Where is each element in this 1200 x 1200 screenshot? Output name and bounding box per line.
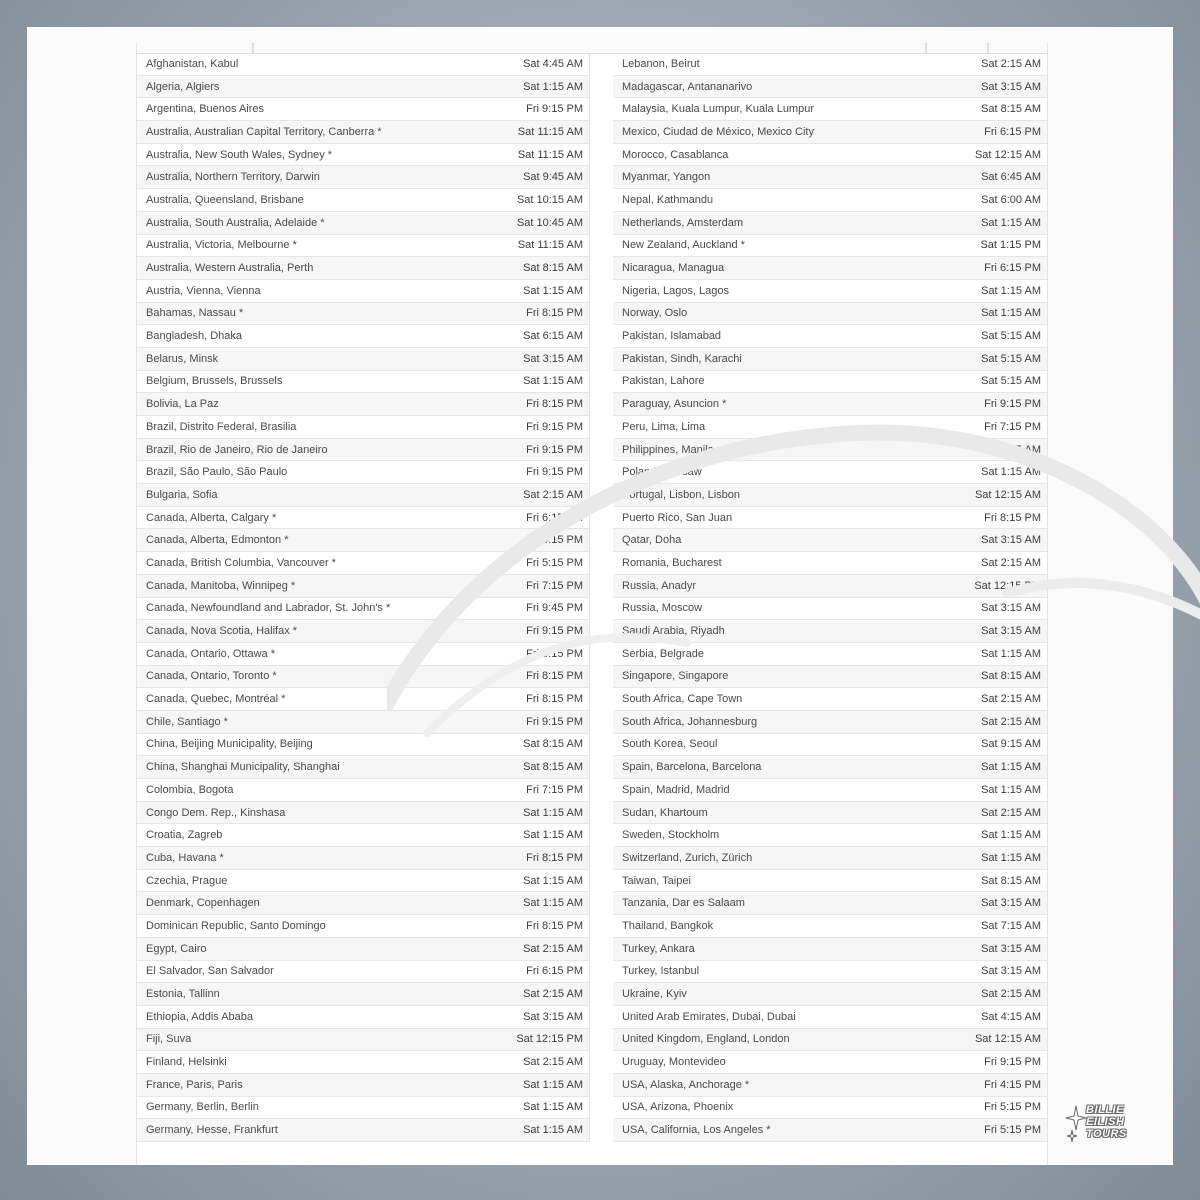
local-time: Sat 8:15 AM <box>523 262 583 275</box>
table-row <box>613 779 1047 802</box>
place-name: Lebanon, Beirut <box>622 57 700 70</box>
logo-line: BILLIE <box>1086 1104 1124 1116</box>
local-time: Sat 11:15 AM <box>517 148 583 161</box>
place-name: Spain, Madrid, Madrid <box>622 783 730 796</box>
table-row <box>137 983 589 1006</box>
table-row <box>137 552 589 575</box>
local-time: Sat 3:15 AM <box>981 602 1041 615</box>
table-row <box>137 756 589 779</box>
place-name: Dominican Republic, Santo Domingo <box>146 919 326 932</box>
local-time: Sat 1:15 AM <box>523 375 583 388</box>
local-time: Fri 6:15 PM <box>526 965 583 978</box>
place-name: Finland, Helsinki <box>146 1056 227 1069</box>
place-name: Argentina, Buenos Aires <box>146 103 265 116</box>
table-row <box>137 1097 589 1120</box>
table-row <box>613 98 1047 121</box>
local-time: Sat 3:15 AM <box>981 965 1041 978</box>
place-name: Canada, British Columbia, Vancouver * <box>146 556 336 569</box>
place-name: Netherlands, Amsterdam <box>622 216 744 229</box>
place-name: Canada, Newfoundland and Labrador, St. John's * <box>146 602 391 615</box>
place-name: Russia, Moscow <box>622 602 703 615</box>
table-row <box>613 688 1047 711</box>
local-time: Sat 4:45 AM <box>523 57 583 70</box>
table-row <box>613 870 1047 893</box>
local-time: Sat 12:15 AM <box>974 1033 1041 1046</box>
right-column <box>613 53 1047 1142</box>
local-time: Fri 9:15 PM <box>984 398 1041 411</box>
local-time: Sat 1:15 PM <box>980 239 1041 252</box>
table-row <box>137 802 589 825</box>
table-row <box>613 734 1047 757</box>
place-name: Ethiopia, Addis Ababa <box>146 1010 254 1023</box>
table-row <box>137 235 589 258</box>
document-card <box>27 27 1173 1165</box>
place-name: Colombia, Bogota <box>146 783 234 796</box>
table-row <box>613 575 1047 598</box>
table-row <box>613 439 1047 462</box>
place-name: Congo Dem. Rep., Kinshasa <box>146 806 286 819</box>
table-row <box>613 529 1047 552</box>
table-row <box>137 711 589 734</box>
place-name: USA, California, Los Angeles * <box>622 1124 771 1137</box>
table-row <box>137 598 589 621</box>
place-name: Chile, Santiago * <box>146 715 228 728</box>
table-row <box>137 734 589 757</box>
local-time: Sat 3:15 AM <box>523 1010 583 1023</box>
place-name: South Africa, Johannesburg <box>622 715 758 728</box>
local-time: Fri 7:15 PM <box>526 783 583 796</box>
place-name: Tanzania, Dar es Salaam <box>622 897 745 910</box>
place-name: Brazil, Rio de Janeiro, Rio de Janeiro <box>146 443 328 456</box>
local-time: Sat 2:15 AM <box>523 488 583 501</box>
local-time: Sat 2:15 AM <box>523 988 583 1001</box>
table-row <box>137 325 589 348</box>
place-name: Canada, Manitoba, Winnipeg * <box>146 579 296 592</box>
local-time: Fri 9:15 PM <box>526 443 583 456</box>
place-name: Sweden, Stockholm <box>622 829 720 842</box>
local-time: Sat 1:15 AM <box>523 806 583 819</box>
logo-line: TOURS <box>1086 1128 1127 1140</box>
place-name: Madagascar, Antananarivo <box>622 80 753 93</box>
table-row <box>137 961 589 984</box>
table-row <box>613 189 1047 212</box>
place-name: Spain, Barcelona, Barcelona <box>622 761 762 774</box>
place-name: Puerto Rico, San Juan <box>622 511 733 524</box>
place-name: Australia, Victoria, Melbourne * <box>146 239 297 252</box>
table-row <box>613 1097 1047 1120</box>
table-row <box>137 620 589 643</box>
local-time: Sat 1:15 AM <box>523 874 583 887</box>
local-time: Sat 1:15 AM <box>523 1124 583 1137</box>
table-row <box>137 824 589 847</box>
local-time: Fri 8:15 PM <box>984 511 1041 524</box>
local-time: Fri 7:15 PM <box>984 420 1041 433</box>
place-name: Uruguay, Montevideo <box>622 1056 726 1069</box>
table-row <box>613 938 1047 961</box>
local-time: Sat 2:15 AM <box>523 1056 583 1069</box>
table-row <box>137 53 589 76</box>
place-name: Myanmar, Yangon <box>622 171 711 184</box>
table-row <box>613 1074 1047 1097</box>
place-name: Germany, Hesse, Frankfurt <box>146 1124 278 1137</box>
local-time: Sat 1:15 AM <box>523 829 583 842</box>
local-time: Sat 2:15 AM <box>981 57 1041 70</box>
place-name: Croatia, Zagreb <box>146 829 223 842</box>
table-row <box>613 53 1047 76</box>
local-time: Sat 1:15 AM <box>523 1078 583 1091</box>
local-time: Sat 1:15 AM <box>523 284 583 297</box>
place-name: Cuba, Havana * <box>146 851 224 864</box>
place-name: USA, Arizona, Phoenix <box>622 1101 734 1114</box>
table-row <box>137 529 589 552</box>
table-row <box>613 144 1047 167</box>
local-time: Sat 9:45 AM <box>523 171 583 184</box>
table-row <box>613 348 1047 371</box>
table-row <box>137 938 589 961</box>
table-row <box>137 915 589 938</box>
local-time: Sat 9:15 AM <box>981 738 1041 751</box>
local-time: Fri 5:15 PM <box>984 1101 1041 1114</box>
place-name: Pakistan, Islamabad <box>622 330 722 343</box>
local-time: Sat 6:45 AM <box>981 171 1041 184</box>
table-row <box>137 371 589 394</box>
local-time: Sat 2:15 AM <box>981 988 1041 1001</box>
table-row <box>137 1074 589 1097</box>
place-name: Egypt, Cairo <box>146 942 207 955</box>
place-name: Canada, Ontario, Ottawa * <box>146 647 276 660</box>
table-row <box>613 303 1047 326</box>
place-name: Saudi Arabia, Riyadh <box>622 625 725 638</box>
local-time: Sat 6:15 AM <box>523 330 583 343</box>
table-row <box>137 666 589 689</box>
timezone-table <box>136 43 1048 1165</box>
place-name: Ukraine, Kyiv <box>622 988 687 1001</box>
table-row <box>613 461 1047 484</box>
local-time: Sat 8:15 AM <box>523 738 583 751</box>
local-time: Sat 6:00 AM <box>981 193 1041 206</box>
table-row <box>137 779 589 802</box>
local-time: Fri 6:15 PM <box>984 262 1041 275</box>
place-name: Poland, Warsaw <box>622 466 702 479</box>
sparkle-icon <box>1064 1104 1088 1144</box>
place-name: Nigeria, Lagos, Lagos <box>622 284 730 297</box>
table-row <box>613 416 1047 439</box>
table-row <box>613 847 1047 870</box>
local-time: Sat 2:15 AM <box>981 556 1041 569</box>
local-time: Sat 2:15 AM <box>981 693 1041 706</box>
local-time: Fri 8:15 PM <box>526 851 583 864</box>
table-row <box>613 620 1047 643</box>
local-time: Fri 4:15 PM <box>984 1078 1041 1091</box>
local-time: Fri 8:15 PM <box>526 307 583 320</box>
table-row <box>613 166 1047 189</box>
place-name: Brazil, São Paulo, São Paulo <box>146 466 288 479</box>
table-row <box>137 98 589 121</box>
local-time: Fri 5:15 PM <box>526 556 583 569</box>
local-time: Sat 1:15 AM <box>981 783 1041 796</box>
local-time: Sat 1:15 AM <box>981 829 1041 842</box>
local-time: Sat 12:15 PM <box>974 579 1041 592</box>
place-name: Norway, Oslo <box>622 307 688 320</box>
place-name: Australia, Western Australia, Perth <box>146 262 314 275</box>
place-name: Taiwan, Taipei <box>622 874 691 887</box>
place-name: South Korea, Seoul <box>622 738 718 751</box>
local-time: Sat 2:15 AM <box>981 715 1041 728</box>
local-time: Fri 8:15 PM <box>526 398 583 411</box>
local-time: Fri 8:15 PM <box>526 670 583 683</box>
table-row <box>613 711 1047 734</box>
local-time: Fri 9:15 PM <box>526 420 583 433</box>
table-row <box>613 915 1047 938</box>
place-name: United Kingdom, England, London <box>622 1033 790 1046</box>
place-name: Russia, Anadyr <box>622 579 696 592</box>
table-row <box>137 1029 589 1052</box>
place-name: Canada, Alberta, Edmonton * <box>146 534 289 547</box>
place-name: New Zealand, Auckland * <box>622 239 745 252</box>
place-name: Qatar, Doha <box>622 534 682 547</box>
place-name: China, Beijing Municipality, Beijing <box>146 738 313 751</box>
local-time: Sat 5:15 AM <box>981 330 1041 343</box>
local-time: Sat 8:15 AM <box>981 103 1041 116</box>
place-name: Peru, Lima, Lima <box>622 420 706 433</box>
table-row <box>613 983 1047 1006</box>
table-row <box>613 257 1047 280</box>
place-name: Pakistan, Lahore <box>622 375 705 388</box>
place-name: Austria, Vienna, Vienna <box>146 284 261 297</box>
place-name: Australia, New South Wales, Sydney * <box>146 148 333 161</box>
place-name: France, Paris, Paris <box>146 1078 243 1091</box>
place-name: Australia, South Australia, Adelaide * <box>146 216 325 229</box>
table-row <box>613 643 1047 666</box>
local-time: Fri 9:15 PM <box>526 466 583 479</box>
local-time: Fri 7:15 PM <box>526 579 583 592</box>
table-row <box>137 121 589 144</box>
table-row <box>613 393 1047 416</box>
local-time: Sat 3:15 AM <box>981 942 1041 955</box>
place-name: Australia, Northern Territory, Darwin <box>146 171 320 184</box>
table-row <box>613 235 1047 258</box>
local-time: Sat 5:15 AM <box>981 375 1041 388</box>
local-time: Fri 8:15 PM <box>526 647 583 660</box>
place-name: Turkey, Istanbul <box>622 965 700 978</box>
table-row <box>613 280 1047 303</box>
table-row <box>613 756 1047 779</box>
place-name: Bulgaria, Sofia <box>146 488 218 501</box>
place-name: Czechia, Prague <box>146 874 228 887</box>
local-time: Sat 10:15 AM <box>516 193 583 206</box>
table-row <box>137 280 589 303</box>
table-row <box>613 507 1047 530</box>
place-name: United Arab Emirates, Dubai, Dubai <box>622 1010 796 1023</box>
place-name: Bolivia, La Paz <box>146 398 219 411</box>
place-name: Germany, Berlin, Berlin <box>146 1101 259 1114</box>
local-time: Sat 1:15 AM <box>981 466 1041 479</box>
brand-logo <box>1062 1100 1154 1148</box>
table-row <box>613 325 1047 348</box>
place-name: China, Shanghai Municipality, Shanghai <box>146 761 340 774</box>
local-time: Fri 9:15 PM <box>984 1056 1041 1069</box>
place-name: Brazil, Distrito Federal, Brasilia <box>146 420 297 433</box>
local-time: Fri 9:15 PM <box>526 103 583 116</box>
local-time: Sat 1:15 AM <box>981 284 1041 297</box>
table-row <box>137 1006 589 1029</box>
table-row <box>137 212 589 235</box>
local-time: Fri 5:15 PM <box>984 1124 1041 1137</box>
table-row <box>137 257 589 280</box>
place-name: Portugal, Lisbon, Lisbon <box>622 488 741 501</box>
local-time: Fri 9:45 PM <box>526 602 583 615</box>
place-name: Australia, Australian Capital Territory, Canberra * <box>146 125 382 138</box>
local-time: Sat 2:15 AM <box>981 806 1041 819</box>
place-name: Morocco, Casablanca <box>622 148 729 161</box>
place-name: Paraguay, Asuncion * <box>622 398 727 411</box>
place-name: Thailand, Bangkok <box>622 919 714 932</box>
local-time: Sat 1:15 AM <box>981 647 1041 660</box>
local-time: Sat 5:15 AM <box>981 352 1041 365</box>
local-time: Sat 3:15 AM <box>981 534 1041 547</box>
place-name: Afghanistan, Kabul <box>146 57 239 70</box>
table-row <box>613 1119 1047 1142</box>
local-time: Sat 12:15 PM <box>516 1033 583 1046</box>
table-row <box>613 824 1047 847</box>
place-name: Belarus, Minsk <box>146 352 219 365</box>
place-name: USA, Alaska, Anchorage * <box>622 1078 750 1091</box>
place-name: Serbia, Belgrade <box>622 647 704 660</box>
place-name: El Salvador, San Salvador <box>146 965 274 978</box>
table-row <box>613 961 1047 984</box>
local-time: Sat 7:15 AM <box>981 919 1041 932</box>
place-name: Romania, Bucharest <box>622 556 722 569</box>
table-row <box>137 76 589 99</box>
place-name: Switzerland, Zurich, Zürich <box>622 851 753 864</box>
place-name: Bangladesh, Dhaka <box>146 330 243 343</box>
table-row <box>137 892 589 915</box>
local-time: Sat 12:15 AM <box>974 148 1041 161</box>
table-row <box>137 439 589 462</box>
table-row <box>137 688 589 711</box>
local-time: Sat 8:15 AM <box>981 443 1041 456</box>
local-time: Sat 1:15 AM <box>981 761 1041 774</box>
table-row <box>613 1029 1047 1052</box>
local-time: Sat 4:15 AM <box>981 1010 1041 1023</box>
place-name: Australia, Queensland, Brisbane <box>146 193 304 206</box>
table-row <box>613 1006 1047 1029</box>
local-time: Sat 11:15 AM <box>517 125 583 138</box>
place-name: Sudan, Khartoum <box>622 806 708 819</box>
table-row <box>137 189 589 212</box>
table-row <box>613 598 1047 621</box>
table-row <box>613 802 1047 825</box>
place-name: Pakistan, Sindh, Karachi <box>622 352 742 365</box>
table-row <box>137 643 589 666</box>
table-row <box>137 484 589 507</box>
place-name: Nepal, Kathmandu <box>622 193 714 206</box>
local-time: Sat 8:15 AM <box>981 874 1041 887</box>
local-time: Sat 1:15 AM <box>981 307 1041 320</box>
table-row <box>137 575 589 598</box>
table-row <box>137 507 589 530</box>
place-name: Philippines, Manila <box>622 443 714 456</box>
place-name: Canada, Ontario, Toronto * <box>146 670 277 683</box>
table-row <box>137 166 589 189</box>
local-time: Fri 6:15 PM <box>984 125 1041 138</box>
logo-line: EILISH <box>1086 1116 1125 1128</box>
local-time: Fri 9:15 PM <box>526 625 583 638</box>
place-name: Belgium, Brussels, Brussels <box>146 375 283 388</box>
place-name: Turkey, Ankara <box>622 942 695 955</box>
table-row <box>137 348 589 371</box>
place-name: Canada, Nova Scotia, Halifax * <box>146 625 298 638</box>
table-row <box>137 393 589 416</box>
local-time: Sat 3:15 AM <box>981 897 1041 910</box>
place-name: Mexico, Ciudad de México, Mexico City <box>622 125 814 138</box>
local-time: Sat 11:15 AM <box>517 239 583 252</box>
local-time: Fri 9:15 PM <box>526 715 583 728</box>
table-row <box>613 371 1047 394</box>
table-row <box>613 552 1047 575</box>
place-name: Bahamas, Nassau * <box>146 307 244 320</box>
local-time: Sat 2:15 AM <box>523 942 583 955</box>
place-name: Canada, Quebec, Montréal * <box>146 693 286 706</box>
local-time: Sat 3:15 AM <box>981 80 1041 93</box>
table-row <box>137 1119 589 1142</box>
place-name: Denmark, Copenhagen <box>146 897 260 910</box>
local-time: Sat 8:15 AM <box>981 670 1041 683</box>
table-row <box>613 666 1047 689</box>
left-column <box>137 53 590 1142</box>
local-time: Sat 8:15 AM <box>523 761 583 774</box>
place-name: South Africa, Cape Town <box>622 693 743 706</box>
place-name: Fiji, Suva <box>146 1033 192 1046</box>
place-name: Estonia, Tallinn <box>146 988 220 1001</box>
local-time: Sat 12:15 AM <box>974 488 1041 501</box>
table-row <box>137 144 589 167</box>
local-time: Sat 1:15 AM <box>981 216 1041 229</box>
table-row <box>137 870 589 893</box>
local-time: Sat 1:15 AM <box>523 897 583 910</box>
table-row <box>137 416 589 439</box>
table-row <box>137 303 589 326</box>
local-time: Fri 6:15 PM <box>526 534 583 547</box>
table-row <box>137 461 589 484</box>
place-name: Nicaragua, Managua <box>622 262 725 275</box>
table-row <box>613 892 1047 915</box>
local-time: Sat 1:15 AM <box>523 80 583 93</box>
local-time: Sat 1:15 AM <box>523 1101 583 1114</box>
table-row <box>613 76 1047 99</box>
table-row <box>613 484 1047 507</box>
logo-text <box>1086 1104 1127 1140</box>
table-row <box>613 1051 1047 1074</box>
table-row <box>137 1051 589 1074</box>
table-row <box>613 121 1047 144</box>
table-row <box>137 847 589 870</box>
local-time: Fri 8:15 PM <box>526 919 583 932</box>
local-time: Sat 1:15 AM <box>981 851 1041 864</box>
place-name: Canada, Alberta, Calgary * <box>146 511 277 524</box>
place-name: Singapore, Singapore <box>622 670 729 683</box>
local-time: Fri 6:15 PM <box>526 511 583 524</box>
place-name: Algeria, Algiers <box>146 80 220 93</box>
local-time: Sat 3:15 AM <box>523 352 583 365</box>
place-name: Malaysia, Kuala Lumpur, Kuala Lumpur <box>622 103 814 116</box>
local-time: Fri 8:15 PM <box>526 693 583 706</box>
local-time: Sat 3:15 AM <box>981 625 1041 638</box>
table-row <box>613 212 1047 235</box>
local-time: Sat 10:45 AM <box>516 216 583 229</box>
